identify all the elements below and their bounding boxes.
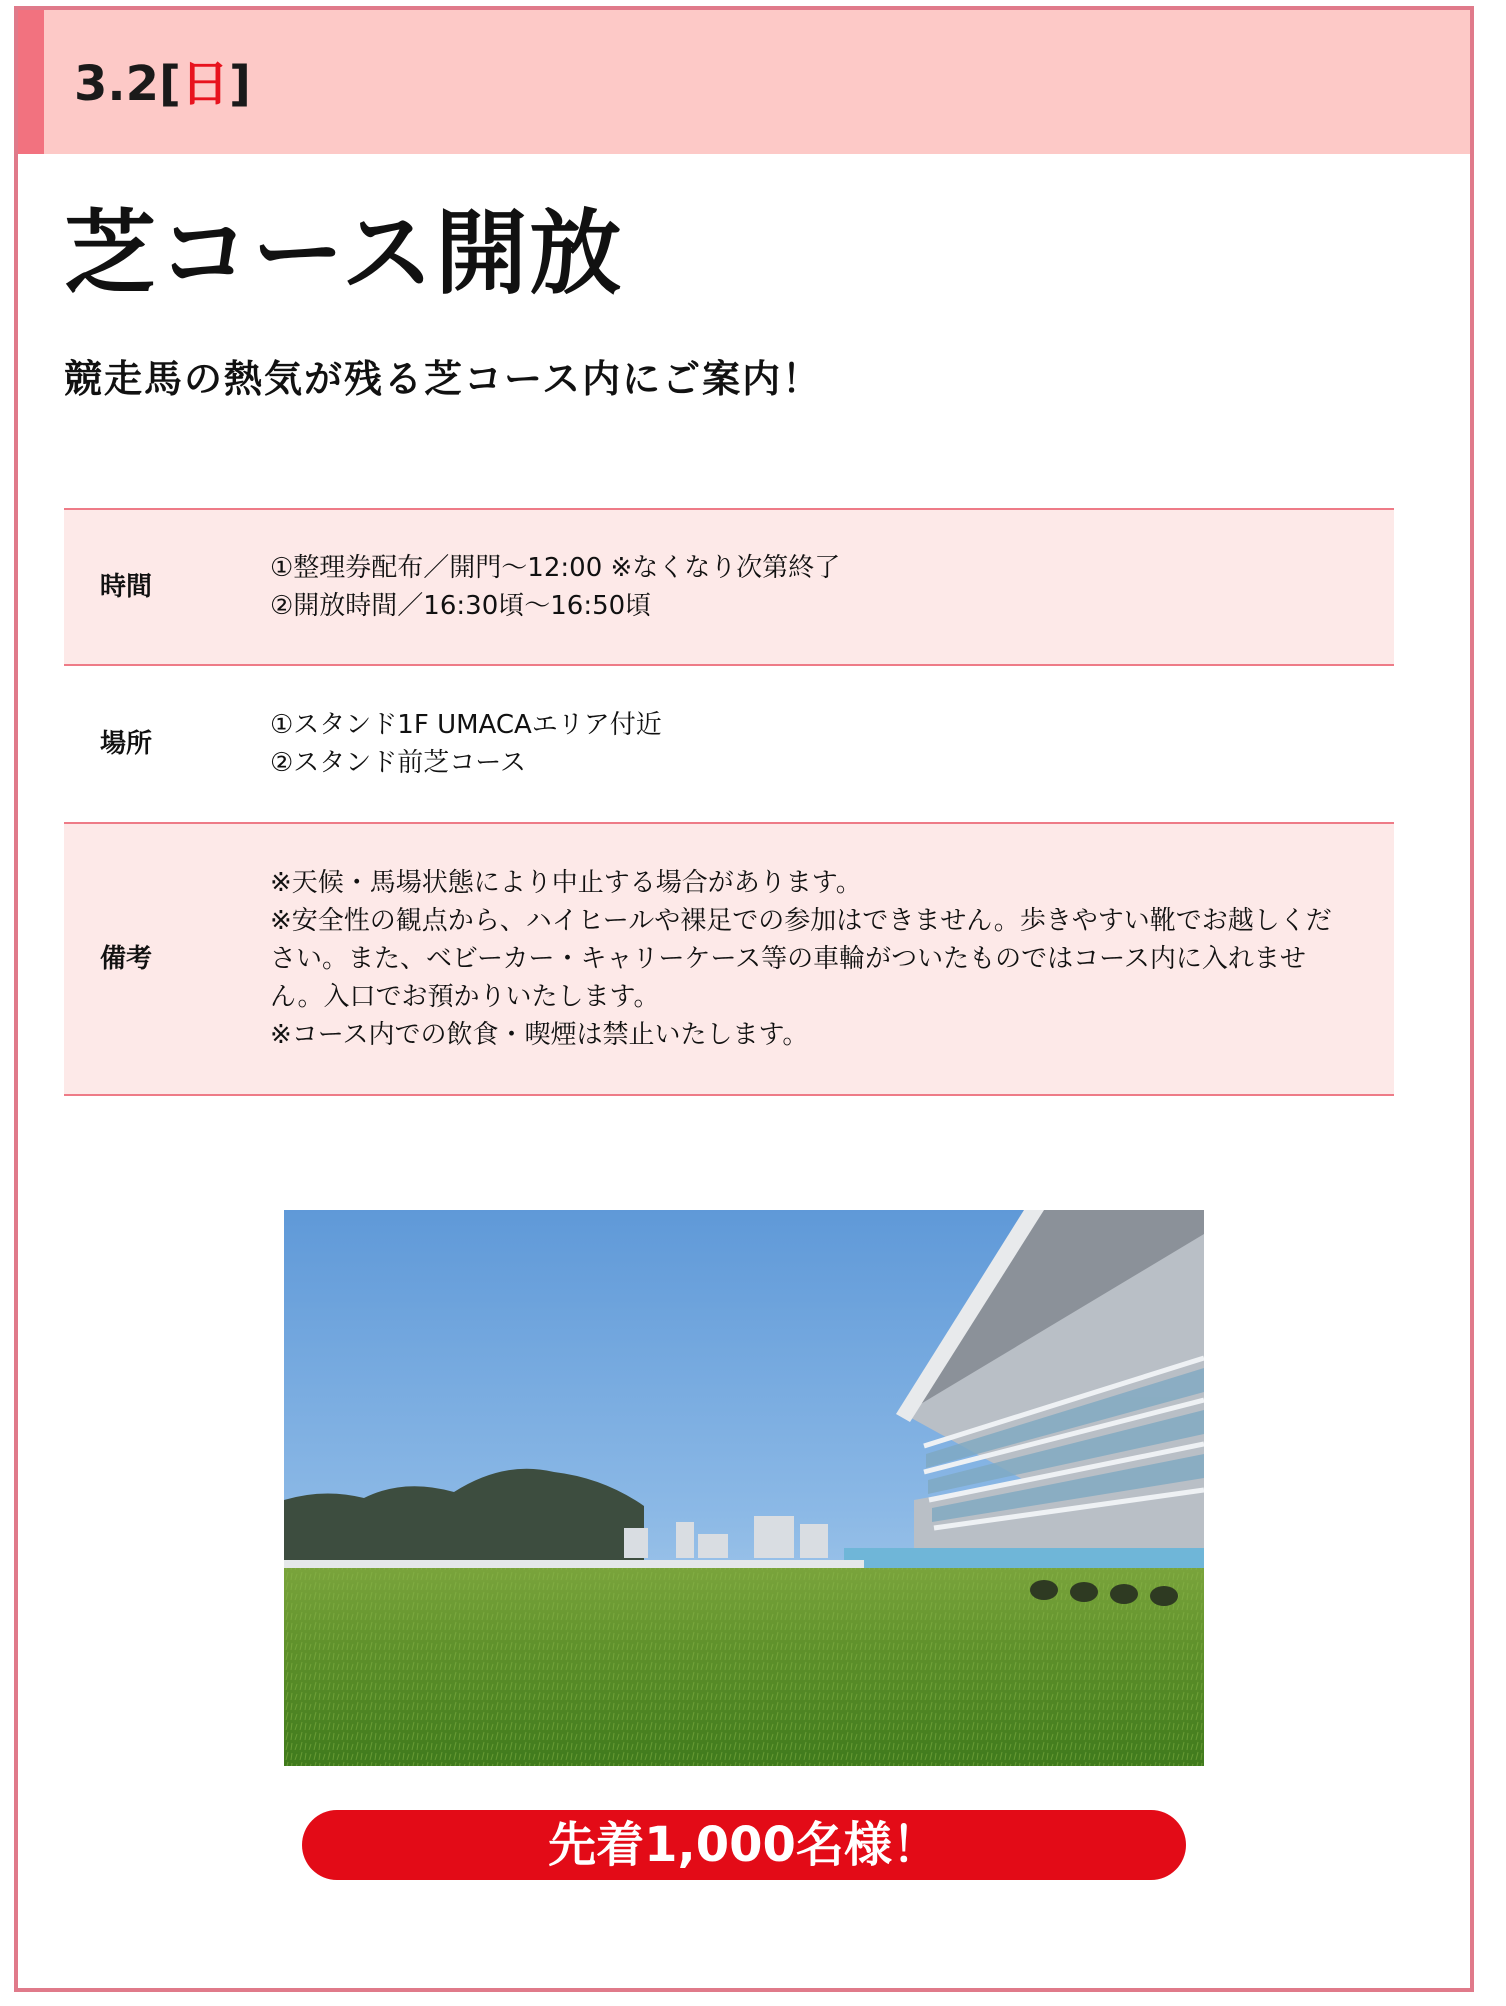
date-number: 3.2 [74, 56, 160, 112]
info-line: ※天候・馬場状態により中止する場合があります。 [270, 868, 862, 898]
page-subtitle: 競走馬の熱気が残る芝コース内にご案内！ [64, 357, 823, 401]
date-bracket-close: ] [228, 56, 251, 112]
date-accent-bar [18, 10, 44, 154]
info-row-place [64, 666, 1394, 824]
info-line: ※安全性の観点から、ハイヒールや裸足での参加はできません。歩きやすい靴でお越しください。また、ベビーカー・キャリーケース等の車輪がついたものではコース内に入れません。入口でお預かりいたします。 [270, 906, 1332, 1012]
date-day: 日 [180, 56, 229, 112]
info-row-notes [64, 824, 1394, 1096]
event-date [74, 56, 251, 112]
info-value-time [270, 549, 1394, 625]
info-line: ②開放時間／16:30頃〜16:50頃 [270, 591, 652, 621]
first-come-badge: 先着1,000名様！ [302, 1810, 1186, 1880]
info-line: ※コース内での飲食・喫煙は禁止いたします。 [270, 1020, 809, 1050]
turf-texture [284, 1568, 1204, 1766]
page-title: 芝コース開放 [64, 200, 624, 307]
info-table [64, 508, 1394, 1096]
info-line: ①スタンド1F UMACAエリア付近 [270, 710, 662, 740]
info-value-notes [270, 864, 1394, 1054]
racecourse-photo [284, 1210, 1204, 1766]
info-value-place [270, 706, 1394, 782]
info-label-notes: 備考 [100, 944, 153, 974]
info-label-time: 時間 [100, 572, 153, 602]
date-header [18, 10, 1470, 154]
info-line: ①整理券配布／開門〜12:00 ※なくなり次第終了 [270, 553, 841, 583]
info-line: ②スタンド前芝コース [270, 748, 527, 778]
info-label-place: 場所 [100, 729, 153, 759]
racecourse-illustration [284, 1210, 1204, 1766]
info-row-time [64, 510, 1394, 666]
date-bracket-open: [ [159, 56, 181, 112]
